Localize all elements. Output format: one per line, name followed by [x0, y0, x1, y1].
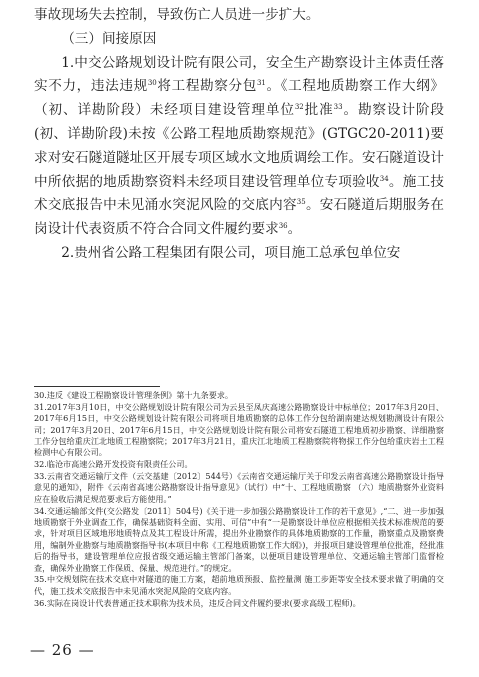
- footnote-ref-33[interactable]: 33: [333, 103, 343, 112]
- footnote-30: 30.违反《建设工程勘察设计管理条例》第十九条要求。: [34, 390, 234, 400]
- footnote-33: 33.云南省交通运输厅文件（云交基建〔2012〕544号）《云南省交通运输厅关于印发云南省高速公路勘察设计指导意见的通知》，附件《云南省高速公路勘察设计指导意见》（试行）中“十、工程地质勘察 （六）地质勘察外业资料应在验收后满足规范要求后方能使用。”: [34, 471, 444, 504]
- main-text: [34, 4, 444, 266]
- footnote-34: 34.交通运输部文件(交公路发〔2011〕504号)《关于进一步加强公路勘察设计工作的若干意见》,“二、进一步加强地质勘察于外业调查工作，确保基础资料全面、实用、可信”中有“一是勘察设计单位应根据相关技术标准规范的要求，针对项目区域地形地质特点及其工程设计所需，提出外业勘察作的具体地质勘察的工作量，勘察重点及勘察费用，编制外业勘察与地质勘察指导书(本项目中称《工程地质勘察工作大纲》)，并报项目建设管理单位批准，经批准后的指导书，建设管理单位应报省级交通运输主管部门备案，以便项目建设管理单位、交通运输主管部门监督检查，确保外业勘察工作保质、保量、规范进行。”的规定。: [34, 505, 444, 573]
- footnote-divider: [34, 386, 160, 387]
- footnote-ref-36[interactable]: 36: [278, 222, 288, 231]
- paragraph-continuation: 事故现场失去控制，导致伤亡人员进一步扩大。: [34, 7, 320, 23]
- footnote-ref-31[interactable]: 31: [256, 79, 266, 88]
- footnote-32: 32.临沧市高速公路开发投资有限责任公司。: [34, 459, 193, 470]
- footnote-ref-35[interactable]: 35: [296, 198, 306, 207]
- footnotes: [34, 390, 444, 609]
- footnote-ref-32[interactable]: 32: [294, 103, 304, 112]
- paragraph-design-institute: 1.中交公路规划设计院有限公司，安全生产勘察设计主体责任落实不力，违法违规$^{30}$将工程勘察分包$^{31}$。《工程地质勘察工作大纲》（初、详勘阶段）未经项目建设管理单位$^{32}$批准$^{33}$。勘察设计阶段(初、详勘阶段)未按《公路工程地质勘察规范》(GTGC20-2011)要求对安石隧道隧址区开展专项区域水文地质调绘工作。安石隧道设计中所依据的地质勘察资料未经项目建设管理单位专项验收$^{34}$。施工技术交底报告中未见涌水突泥风险的交底内容$^{35}$。安石隧道后期服务在岗设计代表资质不符合合同文件履约要求$^{36}$。: [34, 54, 445, 238]
- footnote-ref-34[interactable]: 34: [379, 174, 389, 183]
- footnote-36: 36.实际在岗设计代表普通正技术职称为技术员，违反合同文件履约要求(要求高级工程师)。: [34, 597, 361, 608]
- footnote-31: 31.2017年3月10日，中交公路规划设计院有限公司为云县至凤庆高速公路勘察设计中标单位；2017年3月20日、2017年6月15日，中交公路规划设计院有限公司将项目地质勘察的总体工作分包给湖南建达规划勘测设计有限公司；2017年3月20日、2017年6月15日，中交公路规划设计院有限公司将安石隧道工程地质初步勘察、详细勘察工作分包给重庆江北地质工程勘察院；2017年3月21日，重庆江北地质工程勘察院将物探工作分包给重庆岩土工程检测中心有限公司。: [34, 401, 444, 458]
- footnote-ref-30[interactable]: 30: [147, 79, 157, 88]
- footnote-35: 35.中交规划院在技术交底中对隧道的施工方案，超前地质预报、监控量测 施工步距等安全技术要求做了明确的交代，施工技术交底报告中未见涌水突泥风险的交底内容。: [34, 574, 444, 596]
- page-number: — 26 —: [30, 641, 95, 659]
- paragraph-contractor: 2.贵州省公路工程集团有限公司，项目施工总承包单位安: [61, 244, 401, 261]
- section-heading: （三）间接原因: [61, 30, 157, 47]
